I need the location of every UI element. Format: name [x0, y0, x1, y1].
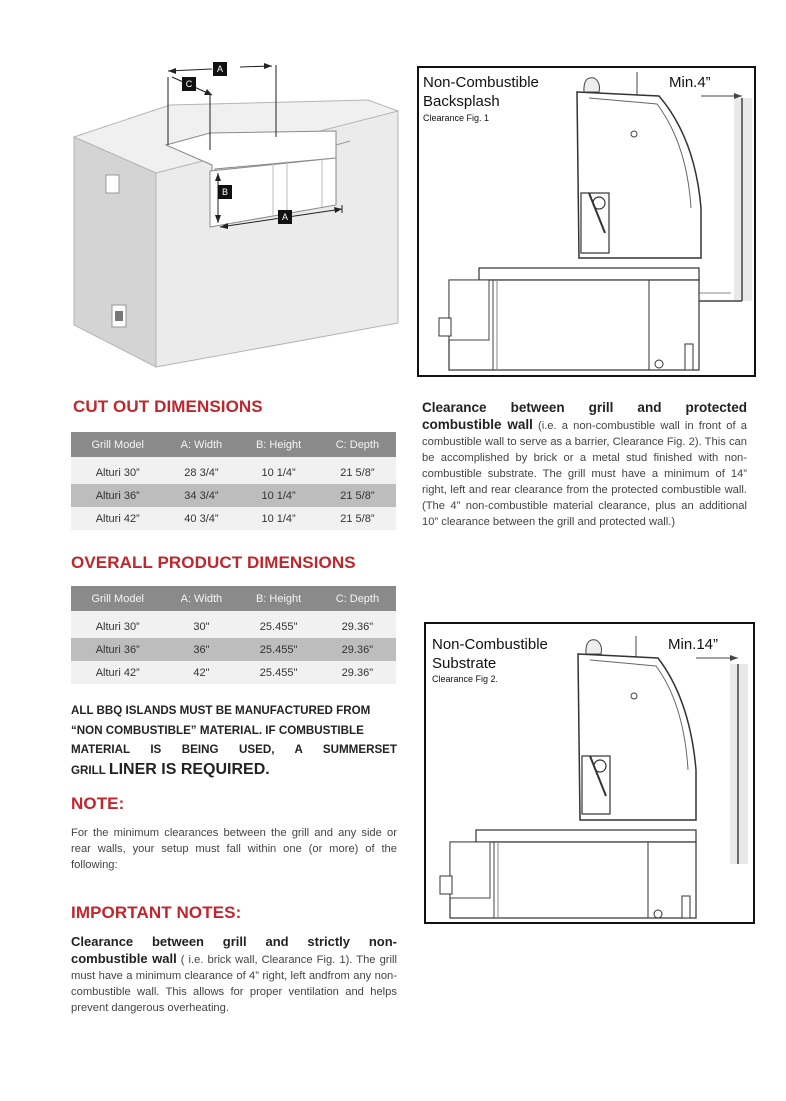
- clearance-figure-2: [424, 622, 755, 924]
- fig1-min-label: Min.4”: [669, 74, 711, 91]
- important-title: IMPORTANT NOTES:: [71, 903, 242, 922]
- fig2-min-label: Min.14”: [668, 636, 719, 653]
- cutout-table: [71, 432, 396, 530]
- fig2-title-line2: Substrate: [432, 655, 497, 672]
- note-title: NOTE:: [71, 794, 125, 813]
- fig1-title-line2: Backsplash: [423, 93, 500, 110]
- table-cell: Alturi 30”: [71, 461, 164, 484]
- dim-label-b: B: [218, 185, 232, 199]
- important-bold: Clearance between grill and strictly non-combustible wall: [71, 934, 397, 966]
- table-cell: Alturi 42”: [71, 507, 164, 530]
- table-cell: 10 1/4”: [238, 507, 318, 530]
- protected-body: (i.e. a non-combustible wall in front of a combustible wall to serve as a barrier, Clearance Fig. 2). This can be accomplished by brick or a metal stud finished with non-combustible substrate. The grill must have a minimum of 14” right, left and rear clearance from the protected combustible wall. (The 4” non-combustible material clearance, plus an additional 10” clearance between the grill and protected wall.): [422, 420, 747, 528]
- warning-liner-required: LINER IS REQUIRED.: [108, 760, 270, 778]
- warning-line: “NON COMBUSTIBLE” MATERIAL. IF COMBUSTIBLE: [71, 723, 364, 737]
- cutout-table-wrap: [71, 432, 396, 530]
- col-header: Grill Model: [71, 432, 164, 457]
- table-row: [71, 507, 396, 530]
- table-cell: 36": [164, 638, 238, 661]
- clearance-figure-1: [417, 66, 756, 377]
- table-cell: 29.36": [319, 615, 396, 638]
- col-header: C: Depth: [319, 432, 396, 457]
- table-cell: 34 3/4”: [164, 484, 238, 507]
- table-cell: 10 1/4”: [238, 461, 318, 484]
- island-illustration: [60, 55, 410, 375]
- fig1-title-line1: Non-Combustible: [423, 74, 539, 91]
- table-cell: 29.36": [319, 661, 396, 684]
- col-header: A: Width: [164, 586, 238, 611]
- dim-label-c: C: [182, 77, 196, 91]
- cutout-title: CUT OUT DIMENSIONS: [73, 397, 263, 416]
- table-cell: 28 3/4”: [164, 461, 238, 484]
- fig1-caption: Clearance Fig. 1: [423, 113, 490, 123]
- table-cell: Alturi 36”: [71, 484, 164, 507]
- table-cell: 25.455": [238, 661, 318, 684]
- overall-table-wrap: [71, 586, 396, 684]
- table-row: [71, 615, 396, 638]
- table-cell: Alturi 42”: [71, 661, 164, 684]
- table-cell: 30": [164, 615, 238, 638]
- col-header: B: Height: [238, 586, 318, 611]
- dim-label-a-bottom: A: [278, 210, 292, 224]
- fig2-caption: Clearance Fig 2.: [432, 674, 499, 684]
- table-row: [71, 638, 396, 661]
- table-cell: 42": [164, 661, 238, 684]
- table-cell: 40 3/4”: [164, 507, 238, 530]
- table-cell: 29.36": [319, 638, 396, 661]
- table-cell: Alturi 36”: [71, 638, 164, 661]
- warning-line: [71, 760, 397, 781]
- col-header: B: Height: [238, 432, 318, 457]
- table-cell: 21 5/8”: [319, 484, 396, 507]
- fig2-grill-drawing: [426, 624, 753, 922]
- col-header: C: Depth: [319, 586, 396, 611]
- warning-line: ALL BBQ ISLANDS MUST BE MANUFACTURED FROM: [71, 704, 371, 717]
- dim-label-a-top: A: [213, 62, 227, 76]
- warning-line: MATERIAL IS BEING USED, A SUMMERSET: [71, 743, 397, 756]
- fig2-title-line1: Non-Combustible: [432, 636, 548, 653]
- important-body: ( i.e. brick wall, Clearance Fig. 1). The grill must have a minimum clearance of 4” right, left andfrom any non-combustible wall. This allows for proper ventilation and helps prevent dangerous overheating.: [71, 954, 397, 1014]
- table-cell: 21 5/8”: [319, 507, 396, 530]
- protected-wall-text: [422, 400, 747, 530]
- col-header: A: Width: [164, 432, 238, 457]
- fig1-grill-drawing: [419, 68, 754, 375]
- col-header: Grill Model: [71, 586, 164, 611]
- protected-bold: Clearance between grill and protected combustible wall: [422, 400, 747, 432]
- table-cell: 25.455": [238, 615, 318, 638]
- table-cell: Alturi 30”: [71, 615, 164, 638]
- overall-title: OVERALL PRODUCT DIMENSIONS: [71, 553, 356, 572]
- table-row: [71, 661, 396, 684]
- table-cell: 25.455": [238, 638, 318, 661]
- overall-table: [71, 586, 396, 684]
- warning-grill-word: GRILL: [71, 763, 106, 777]
- note-text: For the minimum clearances between the grill and any side or rear walls, your setup must fall within one (or more) of the following:: [71, 827, 397, 871]
- table-header-row: [71, 432, 396, 457]
- table-cell: 10 1/4”: [238, 484, 318, 507]
- table-row: [71, 461, 396, 484]
- combustible-warning: [71, 701, 397, 780]
- table-header-row: [71, 586, 396, 611]
- important-text: [71, 934, 397, 1016]
- table-row: [71, 484, 396, 507]
- table-cell: 21 5/8”: [319, 461, 396, 484]
